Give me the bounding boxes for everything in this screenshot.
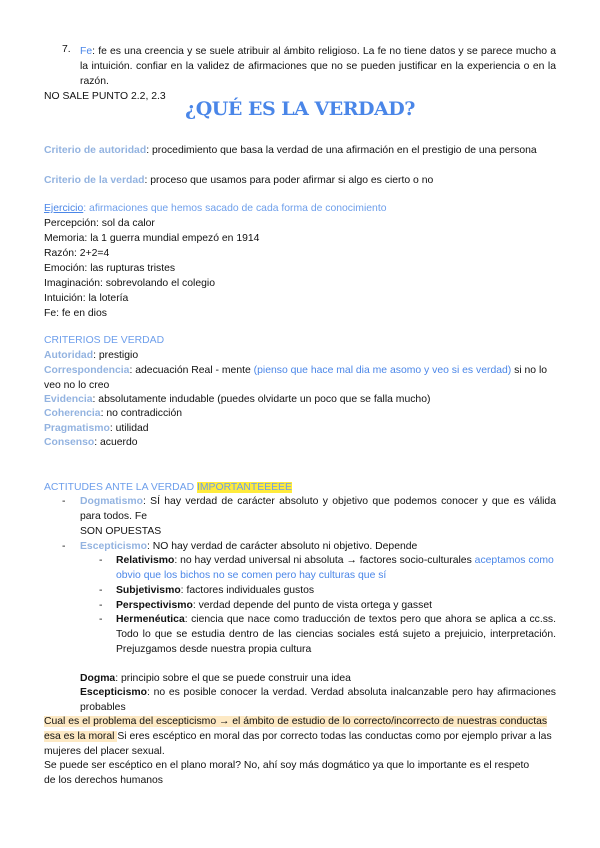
criterio-verdad-term: Criterio de la verdad	[44, 175, 145, 186]
dogma-line	[80, 671, 351, 686]
ejercicio-list	[44, 216, 259, 321]
dogmatismo-paragraph	[80, 494, 556, 524]
list-item: Intuición: la lotería	[44, 293, 129, 304]
criterio-verdad-paragraph	[44, 173, 556, 188]
correspondencia-tail: si no lo veo no lo creo	[44, 365, 548, 391]
correspondencia-term: Correspondencia	[44, 365, 130, 376]
subjetivismo-text: : factores individuales gustos	[180, 585, 315, 596]
evidencia-term: Evidencia	[44, 394, 93, 405]
problema-highlight: Cual es el problema del escepticismo → el ámbito de estudio de lo correcto/incorrecto de nuestras conductas esa es la moral	[44, 716, 548, 742]
final-paragraph: Se puede ser escéptico en el plano moral? No, ahí soy más dogmático ya que lo importante es el respeto de los derechos humanos	[44, 760, 530, 786]
list-item: Percepción: sol da calor	[44, 218, 155, 229]
criterio-verdad-text: : proceso que usamos para poder afirmar si algo es cierto o no	[144, 175, 434, 186]
autoridad-line	[44, 348, 138, 363]
ejercicio-text: : afirmaciones que hemos sacado de cada forma de conocimiento	[83, 203, 387, 214]
problema-text: Si eres escéptico en moral das por correcto todas las conductas como por ejemplo privar a las mujeres del placer sexual.	[44, 731, 552, 757]
ejercicio-label: Ejercicio	[44, 203, 84, 214]
bullet-dash: -	[99, 555, 103, 566]
opuestas-line: SON OPUESTAS	[80, 526, 162, 537]
perspectivismo-term: Perspectivismo	[116, 600, 193, 611]
list-number: 7.	[62, 44, 71, 55]
fe-paragraph	[80, 44, 556, 89]
bullet-dash: -	[99, 614, 103, 625]
list-item: Memoria: la 1 guerra mundial empezó en 1914	[44, 233, 260, 244]
bullet-dash: -	[62, 496, 66, 507]
relativismo-paragraph	[116, 553, 558, 583]
escepticismo-text: : NO hay verdad de carácter absoluto ni objetivo. Depende	[147, 541, 418, 552]
consenso-line	[44, 435, 138, 450]
dogma-text: : principio sobre el que se puede construir una idea	[115, 673, 351, 684]
bullet-dash: -	[99, 585, 103, 596]
list-item: Fe: fe en dios	[44, 308, 107, 319]
list-item: Emoción: las rupturas tristes	[44, 263, 176, 274]
dogmatismo-term: Dogmatismo	[80, 496, 143, 507]
relativismo-note: aceptamos como obvio que los bichos no se comen pero hay culturas que sí	[116, 555, 554, 581]
escepticismo-definition	[80, 685, 556, 715]
correspondencia-text: : adecuación Real - mente	[129, 365, 254, 376]
actitudes-heading-text: ACTITUDES ANTE LA VERDAD	[44, 482, 198, 493]
consenso-term: Consenso	[44, 437, 95, 448]
pragmatismo-term: Pragmatismo	[44, 423, 110, 434]
subjetivismo-line	[116, 583, 314, 598]
relativismo-term: Relativismo	[116, 555, 175, 566]
fe-text: : fe es una creencia y se suele atribuir al ámbito religioso. La fe no tiene datos y se parece mucho a la intuición. confiar en la validez de afirmaciones que no se pueden justificar en la experiencia o en la razón.	[80, 46, 556, 87]
escepticismo-line	[80, 539, 417, 554]
escepticismo-def-text: : no es posible conocer la verdad. Verdad absoluta inalcanzable pero hay afirmaciones probables	[80, 687, 556, 713]
autoridad-text: : prestigio	[93, 350, 139, 361]
list-item: Imaginación: sobrevolando el colegio	[44, 278, 215, 289]
hermeneutica-text: : ciencia que nace como traducción de textos pero que ahora se aplica a cc.ss. Todo lo que se estudia dentro de las ciencias sociales está sujeto a prejuicio, interpretación. Prejuzgamos desde nuestra propia cultura	[116, 614, 556, 655]
coherencia-text: : no contradicción	[100, 408, 183, 419]
page-title: ¿QUÉ ES LA VERDAD?	[185, 98, 415, 120]
autoridad-term: Autoridad	[44, 350, 94, 361]
hermeneutica-term: Hermenéutica	[116, 614, 185, 625]
escepticismo-term: Escepticismo	[80, 541, 147, 552]
evidencia-line	[44, 392, 430, 407]
criterio-autoridad-text: : procedimiento que basa la verdad de una afirmación en el prestigio de una persona	[146, 145, 537, 156]
dogmatismo-text: : SÍ hay verdad de carácter absoluto y objetivo que podemos conocer y que es válida para todos. Fe	[80, 496, 556, 522]
criterio-autoridad-paragraph	[44, 143, 556, 158]
fe-term: Fe	[80, 46, 93, 57]
criterio-autoridad-term: Criterio de autoridad	[44, 145, 147, 156]
evidencia-text: : absolutamente indudable (puedes olvidarte un poco que se falla mucho)	[92, 394, 431, 405]
perspectivismo-text: : verdad depende del punto de vista ortega y gasset	[192, 600, 432, 611]
correspondencia-paragraph	[44, 363, 558, 393]
consenso-text: : acuerdo	[94, 437, 138, 448]
note-line: NO SALE PUNTO 2.2, 2.3	[44, 91, 166, 102]
coherencia-term: Coherencia	[44, 408, 101, 419]
subjetivismo-term: Subjetivismo	[116, 585, 181, 596]
relativismo-text: : no hay verdad universal ni absoluta → factores socio-culturales	[174, 555, 475, 566]
actitudes-heading	[44, 480, 292, 495]
bullet-dash: -	[62, 541, 66, 552]
pragmatismo-text: : utilidad	[109, 423, 149, 434]
escepticismo-def-term: Escepticismo	[80, 687, 147, 698]
dogma-term: Dogma	[80, 673, 116, 684]
perspectivismo-line	[116, 598, 432, 613]
criterios-heading: CRITERIOS DE VERDAD	[44, 335, 165, 346]
hermeneutica-paragraph	[116, 612, 556, 657]
list-item: Razón: 2+2=4	[44, 248, 110, 259]
pragmatismo-line	[44, 421, 149, 436]
ejercicio-heading	[44, 201, 387, 216]
problema-paragraph	[44, 714, 556, 759]
correspondencia-note: (pienso que hace mal dia me asomo y veo si es verdad)	[253, 365, 512, 376]
coherencia-line	[44, 406, 182, 421]
importante-highlight: IMPORTANTEEEEE	[197, 482, 292, 493]
bullet-dash: -	[99, 600, 103, 611]
